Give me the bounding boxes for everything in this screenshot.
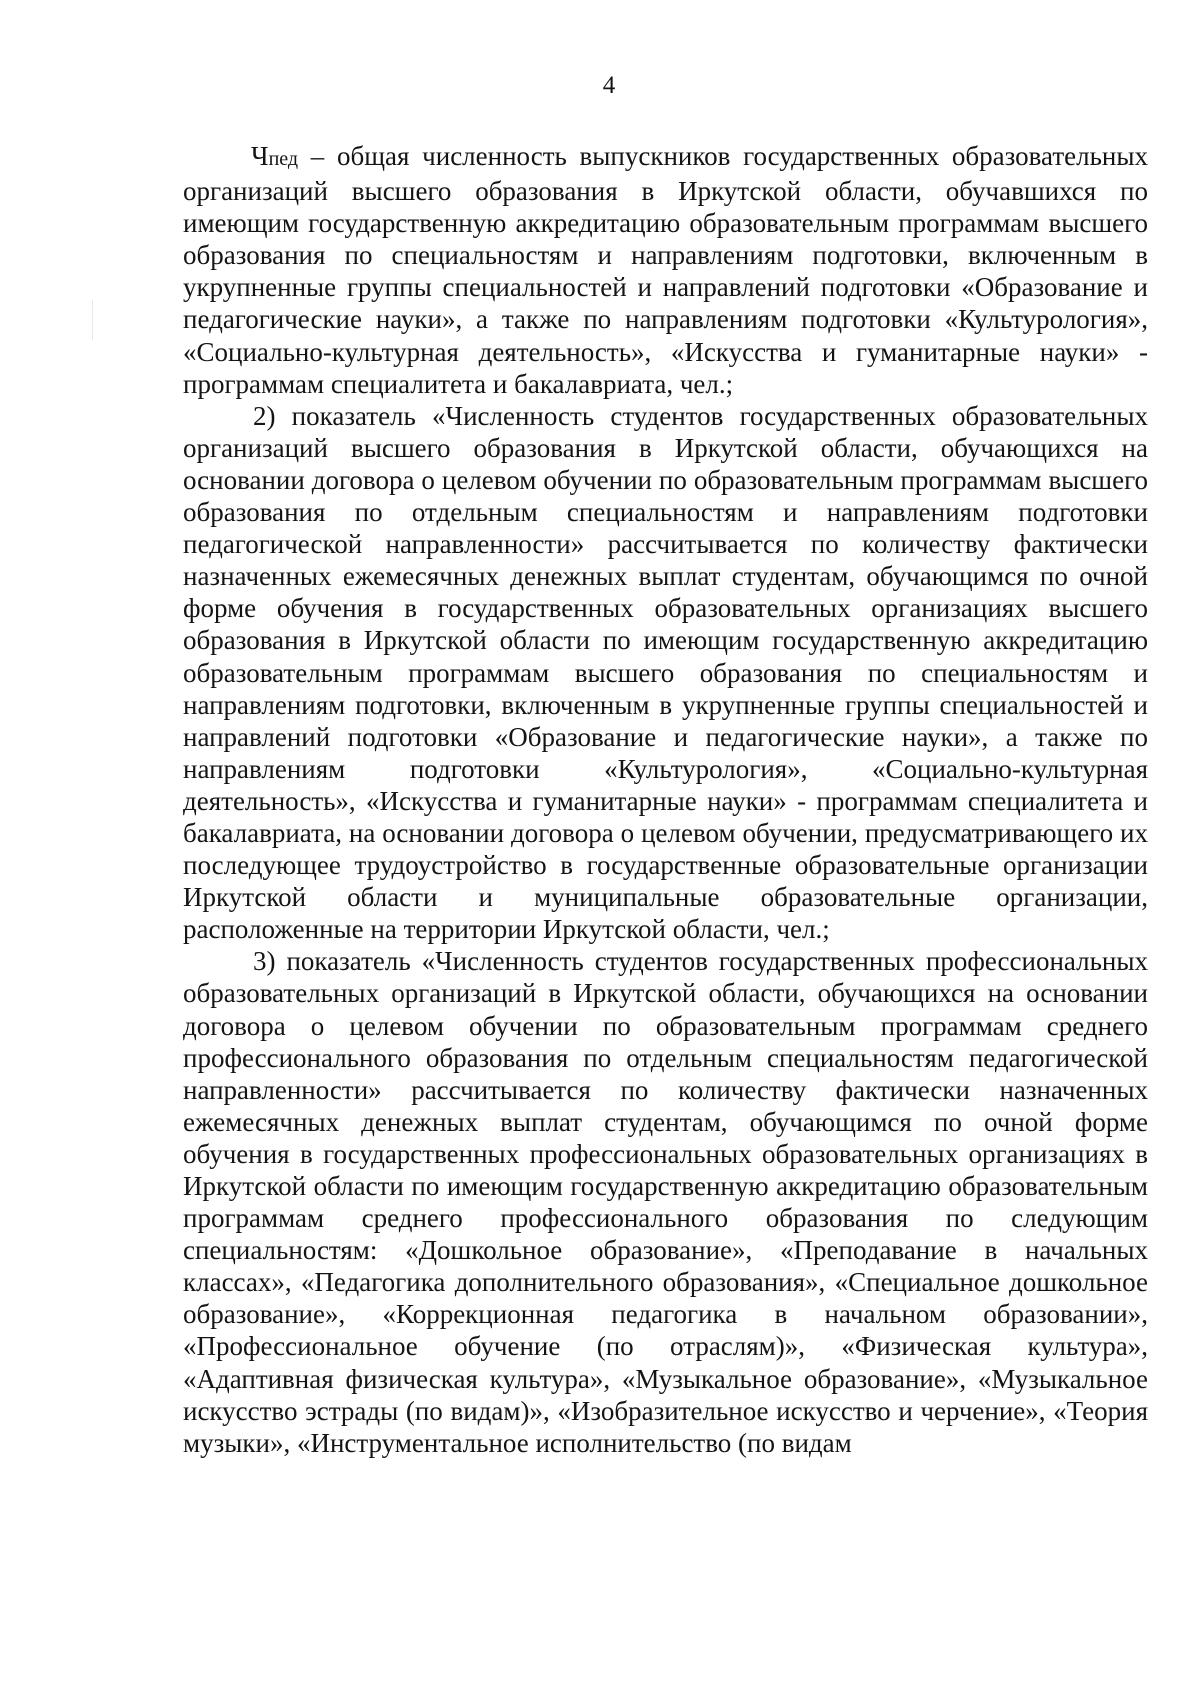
paragraph-indicator-2: 2) показатель «Численность студентов государственных образовательных организаций высшего образования в Иркутской области, обучающихся на основании договора о целевом обучении по образовательным программам высшего образования по отдельным специальностям и направлениям подготовки педагогической направленности» рассчитывается по количеству фактически назначенных ежемесячных денежных выплат студентам, обучающимся по очной форме обучения в государственных образовательных организациях высшего образования в Иркутской области по имеющим государственную аккредитацию образовательным программам высшего образования по специальностям и направлениям подготовки, включенным в укрупненные группы специальностей и направлений подготовки «Образование и педагогические науки», а также по направлениям подготовки «Культурология», «Социально-культурная деятельность», «Искусства и гуманитарные науки» - программам специалитета и бакалавриата, на основании договора о целевом обучении, предусматривающего их последующее трудоустройство в государственные образовательные организации Иркутской области и муниципальные образовательные организации, расположенные на территории Иркутской области, чел.; [183, 400, 1148, 945]
scan-artifact [92, 300, 93, 340]
symbol-ch-ped [251, 141, 298, 171]
symbol-subscript: пед [268, 148, 299, 170]
document-body [183, 140, 1148, 1459]
paragraph-indicator-3: 3) показатель «Численность студентов государственных профессиональных образовательных организаций в Иркутской области, обучающихся на основании договора о целевом обучении по образовательным программам среднего профессионального образования по отдельным специальностям педагогической направленности» рассчитывается по количеству фактически назначенных ежемесячных денежных выплат студентам, обучающимся по очной форме обучения в государственных профессиональных образовательных организациях в Иркутской области по имеющим государственную аккредитацию образовательным программам среднего профессионального образования по следующим специальностям: «Дошкольное образование», «Преподавание в начальных классах», «Педагогика дополнительного образования», «Специальное дошкольное образование», «Коррекционная педагогика в начальном образовании», «Профессиональное обучение (по отраслям)», «Физическая культура», «Адаптивная физическая культура», «Музыкальное образование», «Музыкальное искусство эстрады (по видам)», «Изобразительное искусство и черчение», «Теория музыки», «Инструментальное исполнительство (по видам [183, 946, 1148, 1458]
definition-text: – общая численность выпускников государственных образовательных организаций высшего образования в Иркутской области, обучавшихся по имеющим государственную аккредитацию образовательным программам высшего образования по специальностям и направлениям подготовки, включенным в укрупненные группы специальностей и направлений подготовки «Образование и педагогические науки», а также по направлениям подготовки «Культурология», «Социально-культурная деятельность», «Искусства и гуманитарные науки» - программам специалитета и бакалавриата, чел.; [183, 141, 1148, 399]
paragraph-definition [183, 140, 1148, 400]
symbol-main: Ч [251, 141, 269, 171]
page-number: 4 [602, 72, 616, 99]
